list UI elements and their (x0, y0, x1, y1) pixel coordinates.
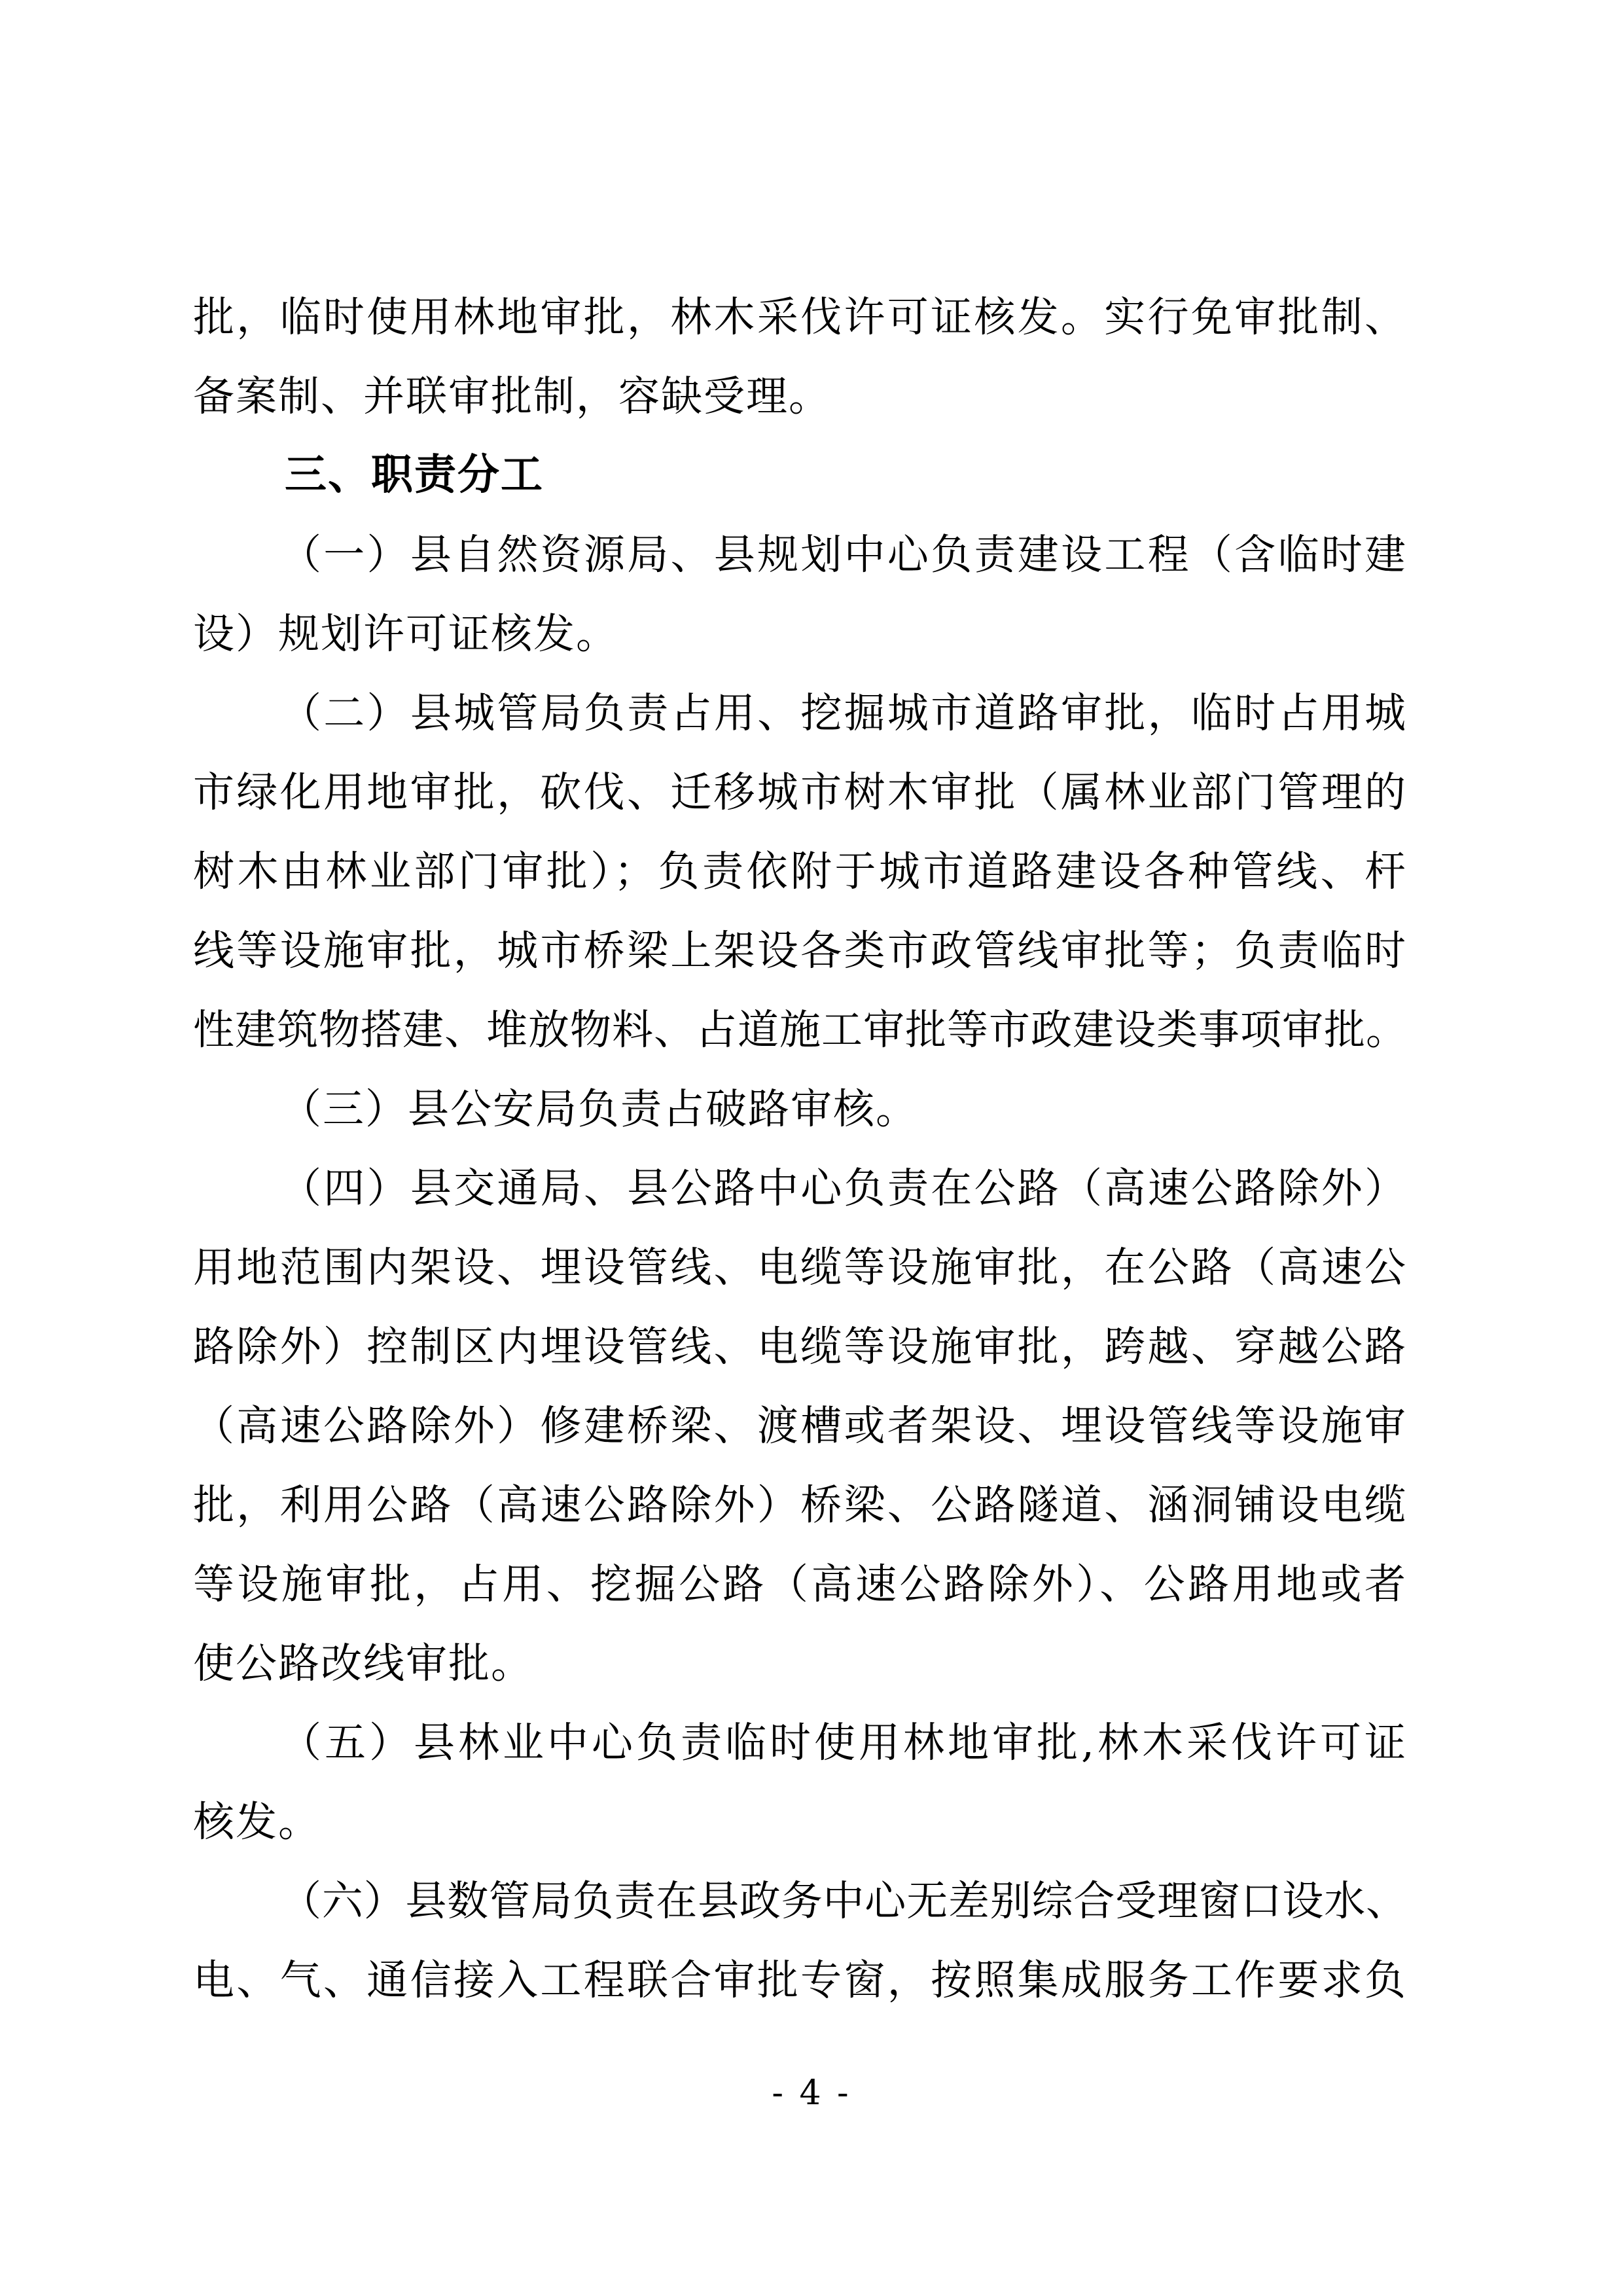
text-line: （五）县林业中心负责临时使用林地审批,林木采伐许可证 (280, 1719, 1407, 1767)
text-line: （六）县数管局负责在县政务中心无差别综合受理窗口设水、 (280, 1877, 1407, 1925)
document-body (193, 278, 1407, 2020)
text-line: 等设施审批，占用、挖掘公路（高速公路除外）、公路用地或者 (193, 1560, 1407, 1608)
page-number: - 4 - (772, 2073, 851, 2113)
text-line: 电、气、通信接入工程联合审批专窗，按照集成服务工作要求负 (193, 1956, 1407, 2004)
text-line: 批，临时使用林地审批，林木采伐许可证核发。实行免审批制、 (193, 293, 1407, 341)
text-line: （高速公路除外）修建桥梁、渡槽或者架设、埋设管线等设施审 (193, 1402, 1407, 1450)
text-line: 备案制、并联审批制，容缺受理。 (193, 372, 831, 420)
text-line: （三）县公安局负责占破路审核。 (280, 1085, 918, 1133)
text-line: （四）县交通局、县公路中心负责在公路（高速公路除外） (280, 1164, 1407, 1212)
text-line: 使公路改线审批。 (193, 1640, 533, 1687)
section-heading: 三、职责分工 (285, 451, 544, 499)
text-line: 线等设施审批，城市桥梁上架设各类市政管线审批等；负责临时 (193, 927, 1407, 975)
text-line: 路除外）控制区内埋设管线、电缆等设施审批，跨越、穿越公路 (193, 1323, 1407, 1371)
text-line: 用地范围内架设、埋设管线、电缆等设施审批，在公路（高速公 (193, 1244, 1407, 1291)
text-line: 树木由林业部门审批）；负责依附于城市道路建设各种管线、杆 (193, 848, 1407, 895)
text-line: 市绿化用地审批，砍伐、迁移城市树木审批（属林业部门管理的 (193, 768, 1407, 816)
text-line: （一）县自然资源局、县规划中心负责建设工程（含临时建 (280, 531, 1407, 579)
text-line: 批，利用公路（高速公路除外）桥梁、公路隧道、涵洞铺设电缆 (193, 1481, 1407, 1529)
text-line: 核发。 (193, 1798, 321, 1846)
text-line: （二）县城管局负责占用、挖掘城市道路审批，临时占用城 (280, 689, 1407, 737)
text-line: 设）规划许可证核发。 (193, 610, 618, 658)
text-line: 性建筑物搭建、堆放物料、占道施工审批等市政建设类事项审批。 (193, 1006, 1407, 1054)
